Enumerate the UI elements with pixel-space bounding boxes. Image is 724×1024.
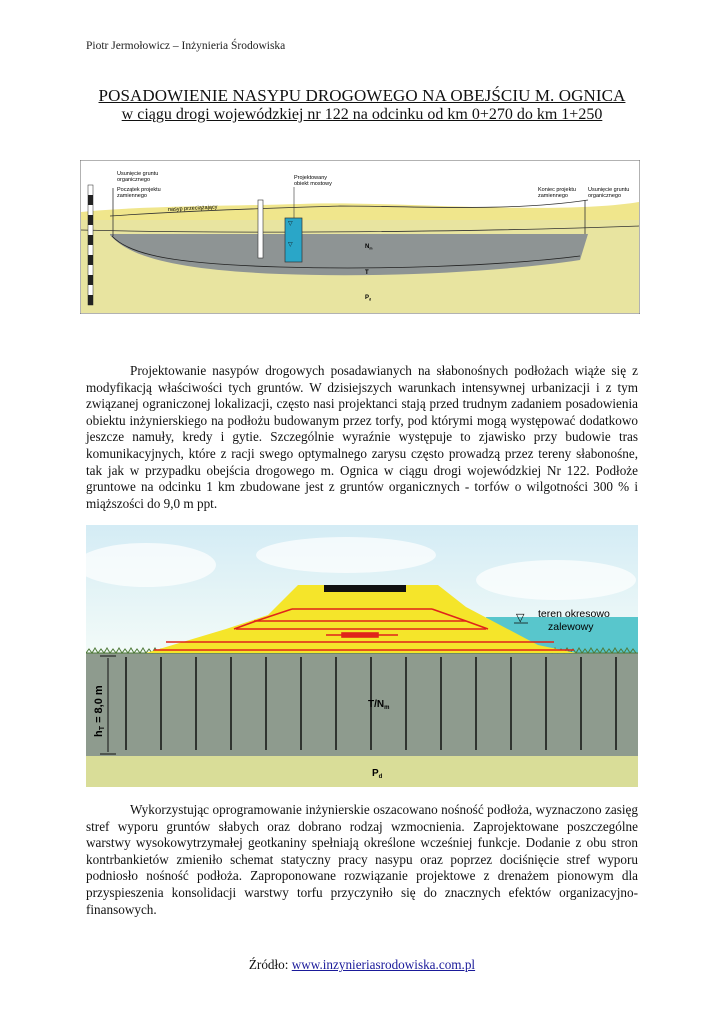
label-usuniecie-right-1: Usunięcie gruntu — [588, 187, 630, 193]
title-line-1: POSADOWIENIE NASYPU DROGOWEGO NA OBEJŚCIU M. OGNICA — [98, 86, 626, 105]
water-level-icon: ▽ — [288, 221, 293, 227]
label-obiekt-1: Projektowany — [294, 175, 328, 181]
source-footer — [0, 957, 724, 973]
layer-label-tnm: $T/N_m$ — [368, 699, 390, 711]
source-link[interactable]: www.inzynieriasrodowiska.com.pl — [291, 957, 476, 972]
label-usuniecie-left-2: organicznego — [117, 177, 151, 183]
label-usuniecie-left-1: Usunięcie gruntu — [117, 171, 159, 177]
label-poczatek-2: zamiennego — [117, 193, 147, 199]
label-teren-1: teren okresowo — [538, 608, 610, 620]
label-poczatek-1: Początek projektu — [117, 187, 161, 193]
water-level-icon-2: ▽ — [288, 242, 293, 248]
embankment-cross-section-figure — [86, 525, 638, 787]
profile-cross-section-figure — [80, 160, 640, 314]
label-koniec-2: zamiennego — [538, 193, 568, 199]
page-header: Piotr Jermołowicz – Inżynieria Środowiska — [86, 40, 286, 52]
depth-scale-ruler — [88, 185, 93, 305]
label-nasyp: nasyp przeciążający — [167, 204, 218, 213]
depth-label: hT = 8,0 m — [93, 685, 106, 737]
label-usuniecie-right-2: organicznego — [588, 193, 622, 199]
layer-label-t: T — [365, 270, 369, 276]
paragraph-1: Projektowanie nasypów drogowych posadawianych na słabonośnych podłożach wiąże się z modyfikacją właściwości tych gruntów. W dzisiejszych warunkach intensywnej urbanizacji i z tym związanej ograniczonej lokalizacji, często nasi projektanci stają przed trudnym zadaniem posadowienia obiektu inżynierskiego na podłożu budowanym przez torfy, pod którymi mogą występować dodatkowo jeszcze namuły, kredy i gytie. Szczególnie wyraźnie występuje to zjawisko przy budowie tras komunikacyjnych, które z racji swego optymalnego zarysu często prowadzą przez tereny słabonośne, tak jak w przypadku obejścia drogowego m. Ognica w ciągu drogi wojewódzkiej Nr 122. Podłoże gruntowe na odcinku 1 km zbudowane jest z gruntów organicznych - torfów o wilgotności 300 % i miąższości do 9,0 m ppt. — [86, 363, 638, 511]
source-prefix: Źródło: — [248, 957, 292, 972]
paragraph-2: Wykorzystując oprogramowanie inżynierskie oszacowano nośność podłoża, wyznaczono zasięg stref wyporu gruntów słabych oraz dobrano rodzaj wzmocnienia. Zaprojektowane poszczególne warstwy wysokowytrzymałej geotkaniny spełniają określone wcześniej funkcje. Dodanie z obu stron kontrbankietów zmieniło schemat statyczny pracy nasypu oraz poprzez dociśnięcie stref wyporu podniosło nośność podłoża. Zaproponowane rozwiązanie projektowe z drenażem pionowym dla przyspieszenia konsolidacji warstwy torfu przyczyniło się do znacznych efektów organizacyjno-finansowych. — [86, 802, 638, 917]
layer-label-pd: $P_d$ — [365, 295, 372, 302]
water-level-icon: ▽ — [516, 612, 525, 624]
label-koniec-1: Koniec projektu — [538, 187, 576, 193]
label-obiekt-2: obiekt mostowy — [294, 181, 332, 187]
label-teren-2: zalewowy — [548, 621, 594, 633]
peat-layer — [86, 653, 638, 756]
pavement-layer — [324, 585, 406, 592]
layer-label-pd: $P_d$ — [372, 768, 383, 780]
subsoil-layer — [86, 756, 638, 787]
pile-left — [258, 200, 263, 258]
title-line-2: w ciągu drogi wojewódzkiej nr 122 na odcinku od km 0+270 do km 1+250 — [121, 106, 603, 123]
layer-label-nm: $N_m$ — [365, 244, 373, 251]
